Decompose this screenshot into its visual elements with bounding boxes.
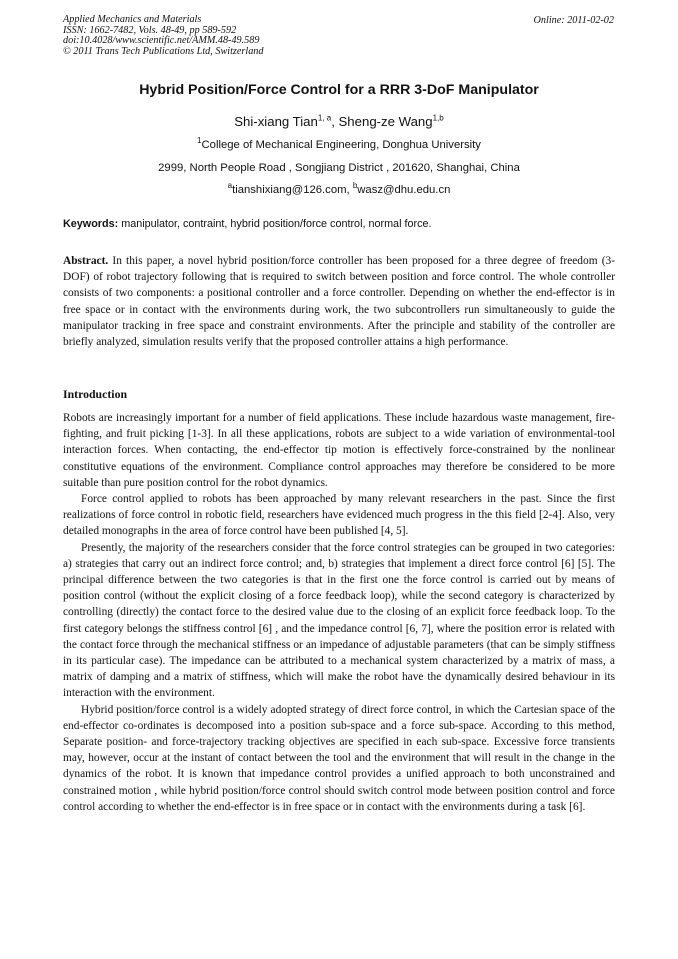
affiliation-name: College of Mechanical Engineering, Donghua University	[201, 139, 481, 151]
online-date: Online: 2011-02-02	[533, 15, 614, 26]
email-line	[0, 181, 678, 196]
author-superscript: 1, a	[317, 113, 332, 123]
keywords-label: Keywords:	[63, 218, 119, 230]
email-address: tianshixiang@126.com,	[232, 184, 353, 196]
body-paragraph: Robots are increasingly important for a number of field applications. These include hazardous waste management, fire-fighting, and fruit picking [1-3]. In all these applications, robots are subject to a wide variation of environmental-tool interaction forces. When contacting, the end-effector tip motion is effectively force-constrained by the nonlinear constitutive equations of the environment. Compliance control approaches may therefore be considered to be more suitable than pure position control for the robot dynamics.	[63, 412, 615, 489]
abstract-paragraph	[63, 253, 615, 350]
keywords-text: manipulator, contraint, hybrid position/force control, normal force.	[118, 218, 432, 230]
author-line	[0, 114, 678, 129]
introduction-body	[63, 410, 615, 815]
address-line: 2999, North People Road , Songjiang District , 201620, Shanghai, China	[158, 162, 520, 174]
body-paragraph: Hybrid position/force control is a widely adopted strategy of direct force control, in which the Cartesian space of the end-effector co-ordinates is decomposed into a position sub-space and a force sub-space. According to this method, Separate position- and force-trajectory tracking objectives are specified in each sub-space. Excessive force transients may, however, occur at the instant of contact between the tool and the environment that will result in the change in the dynamics of the robot. It is known that impedance control provides a unified approach to both unconstrained and constrained motion , while hybrid position/force control should switch control mode between position control and force control according to whether the end-effector is in free space or in contact with the environments during a task [6].	[63, 703, 615, 813]
affiliation-line	[0, 136, 678, 151]
doi-line: doi:10.4028/www.scientific.net/AMM.48-49.589	[63, 35, 260, 47]
journal-header	[63, 15, 263, 57]
copyright-line: © 2011 Trans Tech Publications Ltd, Switzerland	[63, 45, 264, 57]
author-name: Shi-xiang Tian	[234, 114, 318, 129]
affiliation-superscript: 1	[197, 136, 202, 146]
section-heading: Introduction	[63, 387, 128, 401]
paper-title: Hybrid Position/Force Control for a RRR 3-DoF Manipulator	[139, 82, 539, 98]
abstract-label: Abstract.	[63, 255, 109, 267]
author-name: Sheng-ze Wang	[338, 114, 433, 129]
keywords-line	[63, 218, 615, 230]
abstract-text: In this paper, a novel hybrid position/force controller has been proposed for a three degree of freedom (3-DOF) of robot trajectory following that is required to switch between position and force control. The whole controller consists of two components: a positional controller and a force controller. Depending on whether the end-effector is in free space or in contact with the environments during work, the two subcontrollers run simultaneously to guide the manipulator tracking in free space and constraint environments. After the principle and stability of the controller are briefly analyzed, simulation results verify that the proposed controller attains a high performance.	[63, 255, 615, 349]
body-paragraph: Presently, the majority of the researchers consider that the force control strategies can be grouped in two categories: a) strategies that carry out an indirect force control; and, b) strategies that implement a direct force control [6] [5]. The principal difference between the two categories is that in the first one the force control is carried out by means of position control (without the explicit closing of a force feedback loop), while the second category is characterized by controlling (directly) the contact force to the desired value due to the closing of an explicit force feedback loop. To the first category belongs the stiffness control [6] , and the impedance control [6, 7], where the position error is related with the contact force through the mechanical stiffness or an impedance of adjustable parameters (that can be simply stiffness in its particular case). The impedance can be attributed to a mechanical system characterized by a matrix of mass, a matrix of damping and a matrix of stiffness, which will make the robot have the dynamically desired behaviour in its interaction with the environment.	[63, 541, 615, 700]
email-address: wasz@dhu.edu.cn	[357, 184, 451, 196]
journal-name: Applied Mechanics and Materials	[63, 14, 202, 25]
author-superscript: 1,b	[432, 113, 444, 123]
author-separator: ,	[331, 114, 339, 129]
email-superscript: b	[352, 181, 358, 191]
email-superscript: a	[227, 181, 233, 191]
body-paragraph: Force control applied to robots has been approached by many relevant researchers in the past. Since the first realizations of force control in robotic field, researchers have evidenced much progress in the this field [2-4]. Also, very detailed monographs in the area of force control have been published [4, 5].	[63, 493, 615, 538]
issn-line: ISSN: 1662-7482, Vols. 48-49, pp 589-592	[63, 24, 237, 36]
